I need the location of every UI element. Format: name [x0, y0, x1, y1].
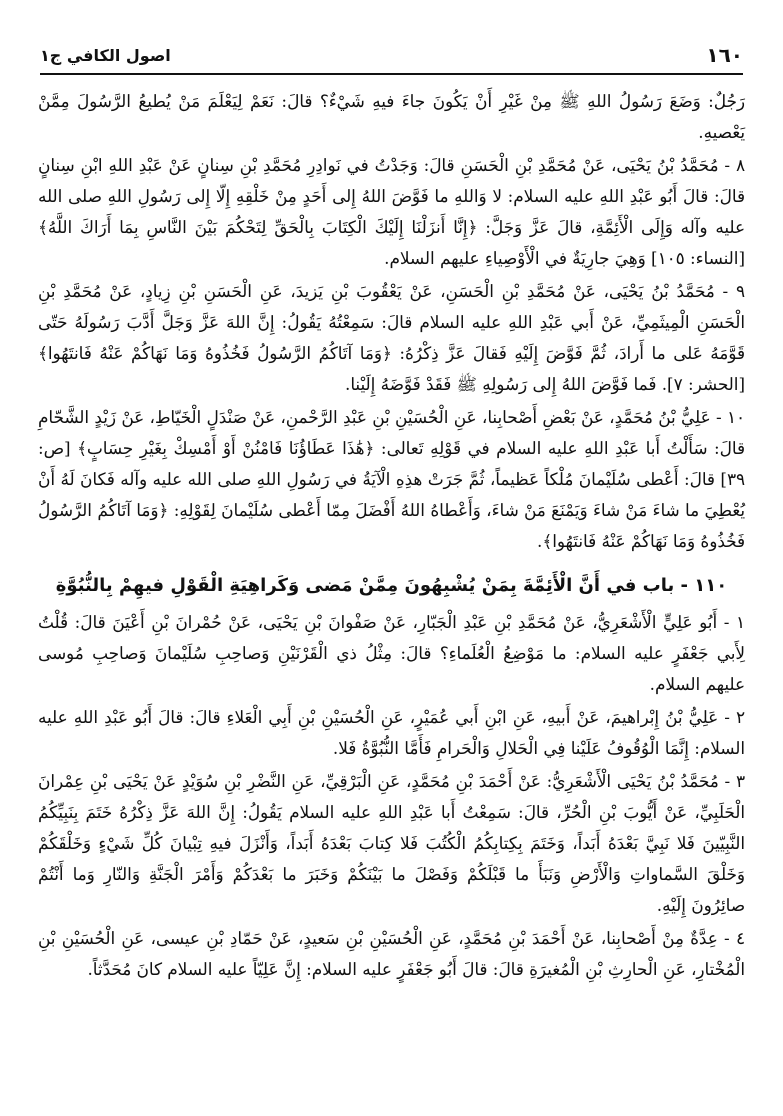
hadith-paragraph: رَجُلٌ: وَضَعَ رَسُولُ اللهِ ﷺ مِنْ غَيْرِ أَنْ يَكُونَ جاءَ فيهِ شَيْءٌ؟ قالَ: نَعَمْ لِيَعْلَمَ مَنْ يُطيعُ الرَّسُولَ مِمَّنْ يَعْصيهِ.	[38, 91, 745, 142]
chapter-heading: ١١٠ - باب في أَنَّ الْأَئِمَّةَ بِمَنْ يُشْبِهُونَ مِمَّنْ مَضى وَكَراهِيَةِ الْقَوْلِ فيهِمْ بِالنُّبُوَّةِ	[55, 575, 728, 596]
hadith-paragraph: ٣ - مُحَمَّدُ بْنُ يَحْيَى الْأَشْعَرِيُّ: عَنْ أَحْمَدَ بْنِ مُحَمَّدٍ، عَنِ الْبَرْقِيِّ، عَنِ النَّضْرِ بْنِ سُوَيْدٍ عَنْ يَحْيَى بْنِ عِمْرانَ الْحَلَبِيِّ، عَنْ أَيُّوبَ بْنِ الْحُرِّ، قالَ: سَمِعْتُ أَبا عَبْدِ اللهِ عليه السلام يَقُولُ: إِنَّ اللهَ عَزَّ ذِكْرُهُ خَتَمَ بِنَبِيِّكُمُ النَّبِيّينَ فَلا نَبِيَّ بَعْدَهُ أَبَداً، وَخَتَمَ بِكِتابِكُمُ الْكُتُبَ فَلا كِتابَ بَعْدَهُ أَبَداً، وَأَنْزَلَ فيهِ تِبْيانَ كُلِّ شَيْءٍ وَخَلْقَكُمْ وَخَلْقَ السَّماواتِ وَالْأَرْضِ وَنَبَأَ ما قَبْلَكُمْ وَفَصْلَ ما بَيْنَكُمْ وَخَبَرَ ما بَعْدَكُمْ وَأَمْرَ الْجَنَّةِ وَالنّارِ وَما أَنْتُمْ صائِرُونَ إِلَيْهِ.	[38, 771, 745, 915]
page-header	[40, 42, 743, 68]
header-rule	[40, 73, 743, 75]
hadith-paragraph: ٩ - مُحَمَّدُ بْنُ يَحْيَى، عَنْ مُحَمَّدِ بْنِ الْحَسَنِ، عَنْ يَعْقُوبَ بْنِ يَزيدَ، عَنِ الْحَسَنِ بْنِ زِيادٍ، عَنْ مُحَمَّدِ بْنِ الْحَسَنِ الْمِيثَمِيِّ، عَنْ أَبي عَبْدِ اللهِ عليه السلام قالَ: سَمِعْتُهُ يَقُولُ: إِنَّ اللهَ عَزَّ وَجَلَّ أَدَّبَ رَسُولَهُ حَتّى قَوَّمَهُ عَلى ما أَرادَ، ثُمَّ فَوَّضَ إِلَيْهِ فَقالَ عَزَّ ذِكْرُهُ: ﴿وَمَا آتَاكُمُ الرَّسُولُ فَخُذُوهُ وَمَا نَهَاكُمْ عَنْهُ فَانتَهُوا﴾ [الحشر: ٧]. فَما فَوَّضَ اللهُ إِلى رَسُولِهِ ﷺ فَقَدْ فَوَّضَهُ إِلَيْنا.	[38, 281, 745, 394]
hadith-paragraph: ٨ - مُحَمَّدُ بْنُ يَحْيَى، عَنْ مُحَمَّدِ بْنِ الْحَسَنِ قالَ: وَجَدْتُ في نَوادِرِ مُحَمَّدِ بْنِ سِنانٍ عَنْ عَبْدِ اللهِ ابْنِ سِنانٍ قالَ: قالَ أَبُو عَبْدِ اللهِ عليه السلام: لا وَاللهِ ما فَوَّضَ اللهُ إِلى أَحَدٍ مِنْ خَلْقِهِ إِلّا إِلى رَسُولِ اللهِ صلى الله عليه وآله وَإِلَى الْأَئِمَّةِ، قالَ عَزَّ وَجَلَّ: ﴿إِنَّا أَنزَلْنَا إِلَيْكَ الْكِتَابَ بِالْحَقِّ لِتَحْكُمَ بَيْنَ النَّاسِ بِمَا أَرَاكَ اللَّهُ﴾ [النساء: ١٠٥] وَهِيَ جارِيَةٌ في الْأَوْصِياءِ عليهم السلام.	[38, 155, 745, 268]
hadith-paragraph: ١ - أَبُو عَلِيٍّ الْأَشْعَرِيُّ، عَنْ مُحَمَّدِ بْنِ عَبْدِ الْجَبّارِ، عَنْ صَفْوانَ بْنِ يَحْيَى، عَنْ حُمْرانَ بْنِ أَعْيَنَ قالَ: قُلْتُ لِأَبي جَعْفَرٍ عليه السلام: ما مَوْضِعُ الْعُلَماءِ؟ قالَ: مِثْلُ ذي الْقَرْنَيْنِ وَصاحِبِ سُلَيْمانَ وَصاحِبِ مُوسى عليهم السلام.	[38, 612, 745, 694]
hadith-paragraph: ٤ - عِدَّةٌ مِنْ أَصْحابِنا، عَنْ أَحْمَدَ بْنِ مُحَمَّدٍ، عَنِ الْحُسَيْنِ بْنِ سَعيدٍ، عَنْ حَمّادِ بْنِ عيسى، عَنِ الْحُسَيْنِ بْنِ الْمُخْتارِ، عَنِ الْحارِثِ بْنِ الْمُغيرَةِ قالَ: قالَ أَبُو جَعْفَرٍ عليه السلام: إِنَّ عَلِيّاً عليه السلام كانَ مُحَدَّثاً.	[38, 928, 745, 979]
hadith-paragraph: ١٠ - عَلِيُّ بْنُ مُحَمَّدٍ، عَنْ بَعْضِ أَصْحابِنا، عَنِ الْحُسَيْنِ بْنِ عَبْدِ الرَّحْمنِ، عَنْ صَنْدَلٍ الْخَيّاطِ، عَنْ زَيْدٍ الشَّحّامِ قالَ: سَأَلْتُ أَبا عَبْدِ اللهِ عليه السلام في قَوْلِهِ تَعالى: ﴿هَٰذَا عَطَاؤُنَا فَامْنُنْ أَوْ أَمْسِكْ بِغَيْرِ حِسَابٍ﴾ [ص: ٣٩] قالَ: أَعْطى سُلَيْمانَ مُلْكاً عَظيماً، ثُمَّ جَرَتْ هذِهِ الْآيَةُ في رَسُولِ اللهِ صلى الله عليه وآله فَكانَ لَهُ أَنْ يُعْطِيَ ما شاءَ مَنْ شاءَ وَيَمْنَعَ مَنْ شاءَ، وَأَعْطاهُ اللهُ أَفْضَلَ مِمّا أَعْطى سُلَيْمانَ لِقَوْلِهِ: ﴿وَمَا آتَاكُمُ الرَّسُولُ فَخُذُوهُ وَمَا نَهَاكُمْ عَنْهُ فَانتَهُوا﴾.	[38, 407, 745, 551]
page-number: ١٦٠	[706, 43, 743, 67]
running-title: اصول الكافي ج١	[40, 45, 171, 65]
page-body	[38, 86, 745, 985]
hadith-paragraph: ٢ - عَلِيُّ بْنُ إِبْراهيمَ، عَنْ أَبيهِ، عَنِ ابْنِ أَبي عُمَيْرٍ، عَنِ الْحُسَيْنِ بْنِ أَبِي الْعَلاءِ قالَ: قالَ أَبُو عَبْدِ اللهِ عليه السلام: إِنَّمَا الْوُقُوفُ عَلَيْنا فِي الْحَلالِ وَالْحَرامِ فَأَمَّا النُّبُوَّةُ فَلا.	[38, 707, 745, 758]
